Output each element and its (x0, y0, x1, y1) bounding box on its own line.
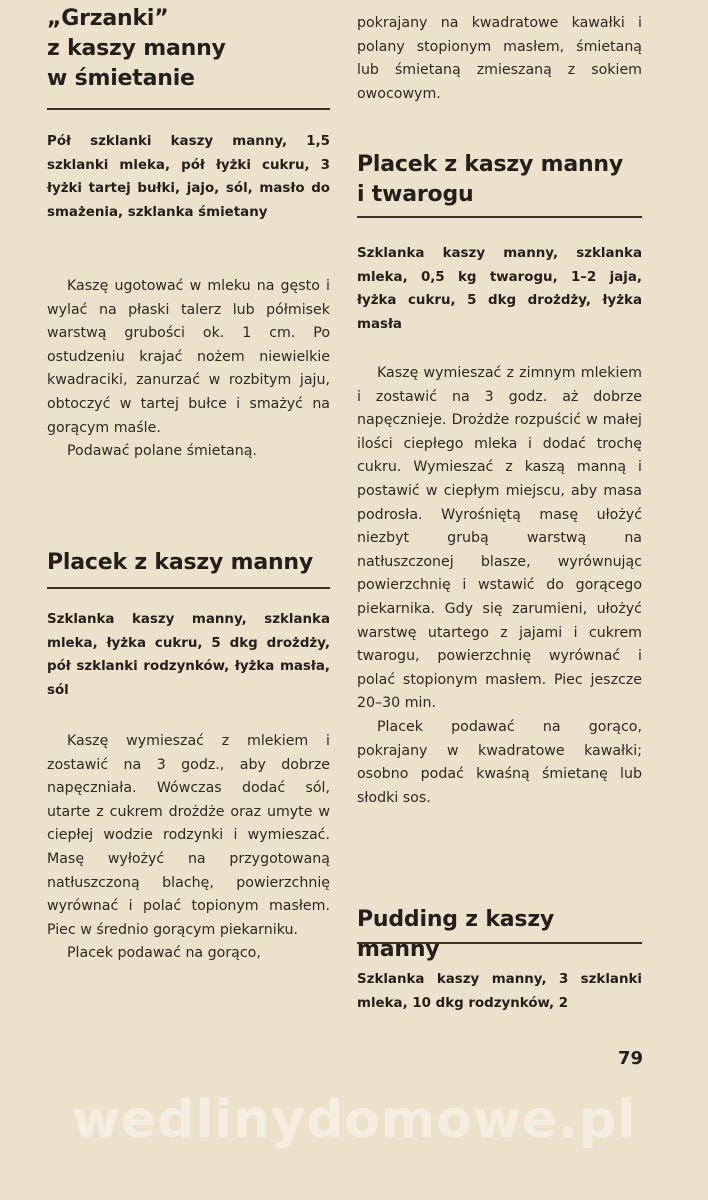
title-line: w śmietanie (47, 66, 195, 91)
title-rule (357, 942, 642, 944)
ingredients-placek: Szklanka kaszy manny, szklanka mleka, łyżka cukru, 5 dkg drożdży, pół szklanki rodzynków, łyżka masła, sól (47, 612, 330, 698)
paragraph: pokrajany na kwadratowe kawałki i polany stopionym masłem, śmietaną lub śmietaną zmieszaną z sokiem owocowym. (357, 15, 642, 102)
recipe-title-placek: Placek z kaszy manny (47, 550, 314, 575)
page-number: 79 (618, 1048, 644, 1069)
continuation-text (357, 12, 642, 106)
recipe-title-grzanki (47, 4, 330, 94)
title-rule (357, 216, 642, 218)
paragraph: Kaszę wymieszać z mlekiem i zostawić na 3 godz., aby dobrze napęczniała. Wówczas dodać sól, utarte z cukrem drożdże oraz umyte w ciepłej wodzie rodzynki i wymieszać. Masę wyłożyć na przygotowaną natłuszczoną blachę, powierzchnię wyrównać i polać topionym masłem. Piec w średnio gorącym piekarniku. (47, 733, 330, 938)
recipe-title-placek-twarogu (357, 150, 642, 210)
paragraph: Placek podawać na gorąco, (67, 945, 261, 962)
paragraph: Placek podawać na gorąco, pokrajany w kwadratowe kawałki; osobno podać kwaśną śmietanę lub słodki sos. (357, 718, 642, 806)
watermark: wedlinydomowe.pl (71, 1090, 637, 1150)
instructions-placek-twarogu (357, 362, 642, 810)
instructions-placek (47, 730, 330, 966)
title-rule (47, 587, 330, 589)
title-rule (47, 108, 330, 110)
title-line: Placek z kaszy manny (357, 152, 624, 177)
title-line: z kaszy manny (47, 36, 226, 61)
title-line: i twarogu (357, 182, 474, 207)
recipe-grzanki (47, 4, 330, 94)
paragraph: Podawać polane śmietaną. (67, 443, 257, 460)
recipe-title-pudding: Pudding z kaszy manny (357, 907, 555, 962)
ingredients-placek-twarogu: Szklanka kaszy manny, szklanka mleka, 0,5 kg twarogu, 1–2 jaja, łyżka cukru, 5 dkg drożdży, łyżka masła (357, 246, 642, 332)
instructions-grzanki (47, 275, 330, 464)
ingredients-grzanki: Pół szklanki kaszy manny, 1,5 szklanki mleka, pół łyżki cukru, 3 łyżki tartej bułki, jajo, sól, masło do smażenia, szklanka śmietany (47, 134, 330, 220)
title-line: „Grzanki” (47, 6, 169, 31)
ingredients-pudding: Szklanka kaszy manny, 3 szklanki mleka, 10 dkg rodzynków, 2 (357, 972, 642, 1011)
paragraph: Kaszę ugotować w mleku na gęsto i wylać na płaski talerz lub półmisek warstwą grubości ok. 1 cm. Po ostudzeniu krajać nożem niewielkie kwadraciki, zanurzać w rozbitym jaju, obtoczyć w tartej bułce i smażyć na gorącym maśle. (47, 278, 330, 436)
paragraph: Kaszę wymieszać z zimnym mlekiem i zostawić na 3 godz. aż dobrze napęcznieje. Drożdże rozpuścić w małej ilości ciepłego mleka i dodać trochę cukru. Wymieszać z kaszą manną i postawić w ciepłym miejscu, aby masa podrosła. Wyrośniętą masę ułożyć niezbyt grubą warstwą na natłuszczonej blasze, wyrównując powierzchnię i wstawić do gorącego piekarnika. Gdy się zarumieni, ułożyć warstwę utartego z jajami i cukrem twarogu, powierzchnię wyrównać i polać stopionym masłem. Piec jeszcze 20–30 min. (357, 365, 642, 712)
